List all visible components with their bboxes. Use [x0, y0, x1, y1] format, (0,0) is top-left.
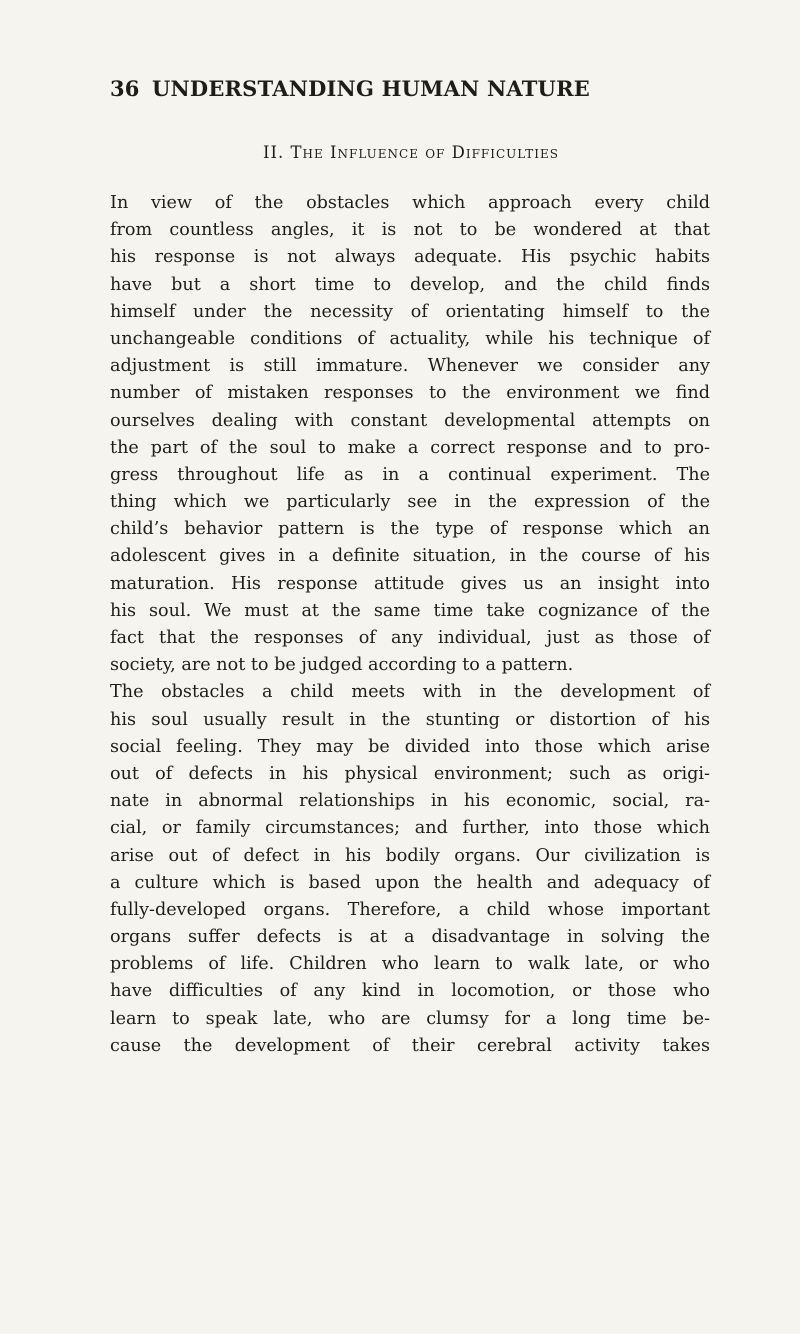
text-line: his response is not always adequate. His psychic habits [110, 247, 710, 268]
text-line: social feeling. They may be divided into those which arise [110, 736, 710, 757]
text-line: out of defects in his physical environment; such as origi- [110, 763, 710, 784]
text-line: the part of the soul to make a correct response and to pro- [110, 437, 710, 458]
text-line: thing which we particularly see in the expression of the [110, 492, 710, 513]
text-line: adjustment is still immature. Whenever we consider any [110, 356, 710, 377]
text-line: fact that the responses of any individual, just as those of [110, 628, 710, 648]
text-line: have but a short time to develop, and the child finds [110, 274, 710, 295]
text-line: maturation. His response attitude gives us an insight into [110, 573, 710, 594]
text-line: number of mistaken responses to the environment we find [110, 383, 710, 404]
text-line: cial, or family circumstances; and further, into those which [110, 818, 710, 839]
running-head [110, 76, 700, 106]
text-line: adolescent gives in a definite situation, in the course of his [110, 546, 710, 567]
text-line: The obstacles a child meets with in the development of [110, 682, 710, 703]
text-line: gress throughout life as in a continual experiment. The [110, 464, 710, 485]
body-text [110, 190, 710, 1060]
text-line: have difficulties of any kind in locomotion, or those who [110, 981, 710, 1002]
text-line: society, are not to be judged according to a pattern. [110, 655, 574, 676]
text-line: fully-developed organs. Therefore, a child whose important [110, 899, 710, 920]
text-line: his soul usually result in the stunting or distortion of his [110, 709, 710, 730]
text-line: his soul. We must at the same time take cognizance of the [110, 600, 710, 621]
section-heading: II. The Influence of Difficulties [263, 143, 559, 162]
text-line: a culture which is based upon the health and adequacy of [110, 872, 710, 893]
text-line: ourselves dealing with constant developmental attempts on [110, 410, 710, 431]
text-line: learn to speak late, who are clumsy for a long time be- [110, 1008, 710, 1029]
running-title: UNDERSTANDING HUMAN NATURE [152, 76, 590, 101]
text-line: In view of the obstacles which approach every child [110, 193, 710, 213]
text-line: child’s behavior pattern is the type of response which an [110, 519, 710, 540]
text-line: cause the development of their cerebral activity takes [110, 1035, 710, 1056]
page-number: 36 [110, 76, 140, 101]
text-line: problems of life. Children who learn to walk late, or who [110, 954, 710, 975]
text-line: arise out of defect in his bodily organs. Our civilization is [110, 845, 710, 866]
text-line: organs suffer defects is at a disadvantage in solving the [110, 927, 710, 948]
text-line: from countless angles, it is not to be wondered at that [110, 220, 710, 241]
text-line: nate in abnormal relationships in his economic, social, ra- [110, 791, 710, 812]
text-line: unchangeable conditions of actuality, while his technique of [110, 328, 710, 349]
text-line: himself under the necessity of orientating himself to the [110, 301, 710, 322]
